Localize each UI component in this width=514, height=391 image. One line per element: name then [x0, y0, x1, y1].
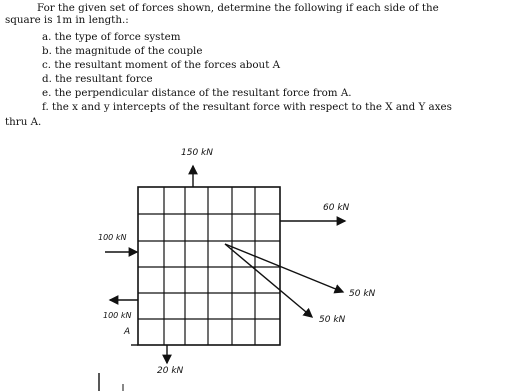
- label-20kn: 20 kN: [157, 366, 184, 376]
- force-arrow-50kn-upper: [225, 244, 343, 292]
- problem-item-c: c. the resultant moment of the forces about A: [42, 59, 281, 71]
- problem-item-b: b. the magnitude of the couple: [42, 45, 203, 57]
- label-50kn-upper: 50 kN: [349, 289, 376, 299]
- label-60kn: 60 kN: [323, 203, 350, 213]
- problem-item-a: a. the type of force system: [42, 31, 181, 43]
- label-100kn-lower: 100 kN: [103, 311, 132, 320]
- label-point-a: A: [124, 327, 131, 337]
- problem-continuation: thru A.: [5, 116, 42, 128]
- problem-item-d: d. the resultant force: [42, 73, 153, 85]
- problem-item-e: e. the perpendicular distance of the resultant force from A.: [42, 87, 352, 99]
- problem-item-f: f. the x and y intercepts of the resultant force with respect to the X and Y axes: [42, 101, 452, 113]
- problem-intro-line-2: square is 1m in length.:: [5, 14, 129, 26]
- label-100kn-upper: 100 kN: [98, 233, 127, 242]
- label-150kn: 150 kN: [181, 148, 213, 158]
- label-50kn-lower: 50 kN: [319, 315, 346, 325]
- problem-intro-line-1: For the given set of forces shown, determine the following if each side of the: [37, 2, 439, 14]
- square-grid: [138, 187, 280, 345]
- force-arrow-50kn-lower: [225, 244, 312, 317]
